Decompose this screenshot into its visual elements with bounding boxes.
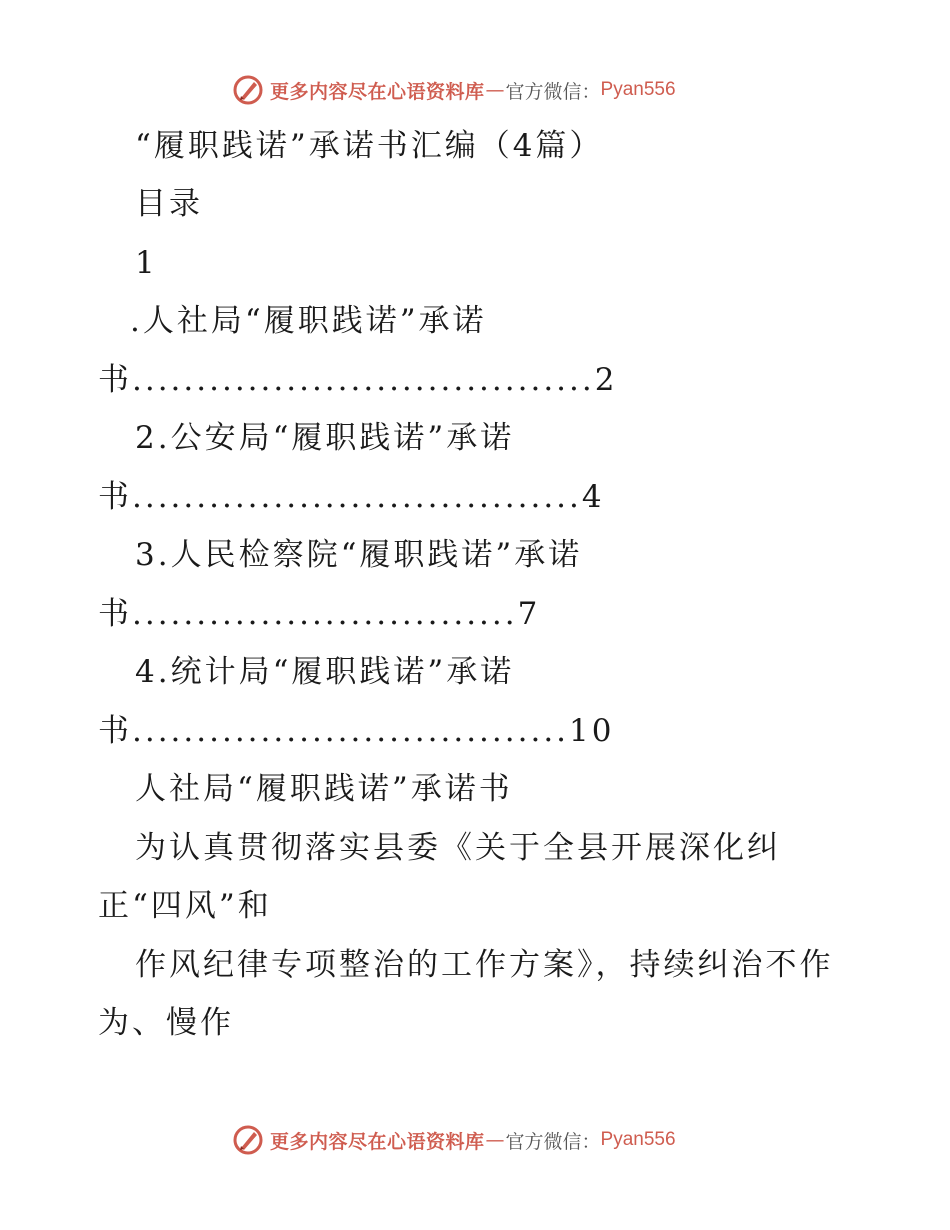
watermark-dash: —	[485, 79, 505, 101]
toc-number: 1	[135, 245, 158, 281]
toc-entry-1-title: .人社局“履职践诺”承诺	[130, 303, 487, 339]
watermark-dash: —	[485, 1129, 505, 1151]
toc-entry-4-title: 4.统计局“履职践诺”承诺	[135, 654, 515, 690]
watermark-wechat-label: 官方微信：	[505, 80, 601, 103]
toc-entry-4-leader: 书..................................10	[98, 713, 615, 749]
paragraph-line: 正“四风”和	[98, 888, 272, 924]
footer-watermark	[232, 1122, 676, 1158]
watermark-site-name: 更多内容尽在心语资料库	[270, 1130, 485, 1153]
toc-entry-3-title: 3.人民检察院“履职践诺”承诺	[135, 537, 583, 573]
watermark-wechat-id: Pyan556	[600, 79, 676, 100]
section-heading: 人社局“履职践诺”承诺书	[135, 771, 513, 807]
paragraph-line: 作风纪律专项整治的工作方案》，持续纠治不作	[135, 947, 834, 983]
toc-heading: 目录	[135, 186, 203, 222]
toc-entry-3-leader: 书..............................7	[98, 596, 541, 632]
watermark-wechat-id: Pyan556	[600, 1129, 676, 1150]
watermark-site-name: 更多内容尽在心语资料库	[270, 80, 485, 103]
toc-entry-1-leader: 书....................................2	[98, 362, 618, 398]
document-title: “履职践诺”承诺书汇编（4篇）	[135, 128, 604, 164]
watermark-wechat-label: 官方微信：	[505, 1130, 601, 1153]
quill-pen-logo-icon	[232, 1124, 264, 1156]
paragraph-line: 为、慢作	[98, 1005, 234, 1041]
header-watermark	[232, 72, 676, 108]
toc-entry-2-title: 2.公安局“履职践诺”承诺	[135, 420, 515, 456]
quill-pen-logo-icon	[232, 74, 264, 106]
paragraph-line: 为认真贯彻落实县委《关于全县开展深化纠	[135, 830, 781, 866]
toc-entry-2-leader: 书...................................4	[98, 479, 605, 515]
